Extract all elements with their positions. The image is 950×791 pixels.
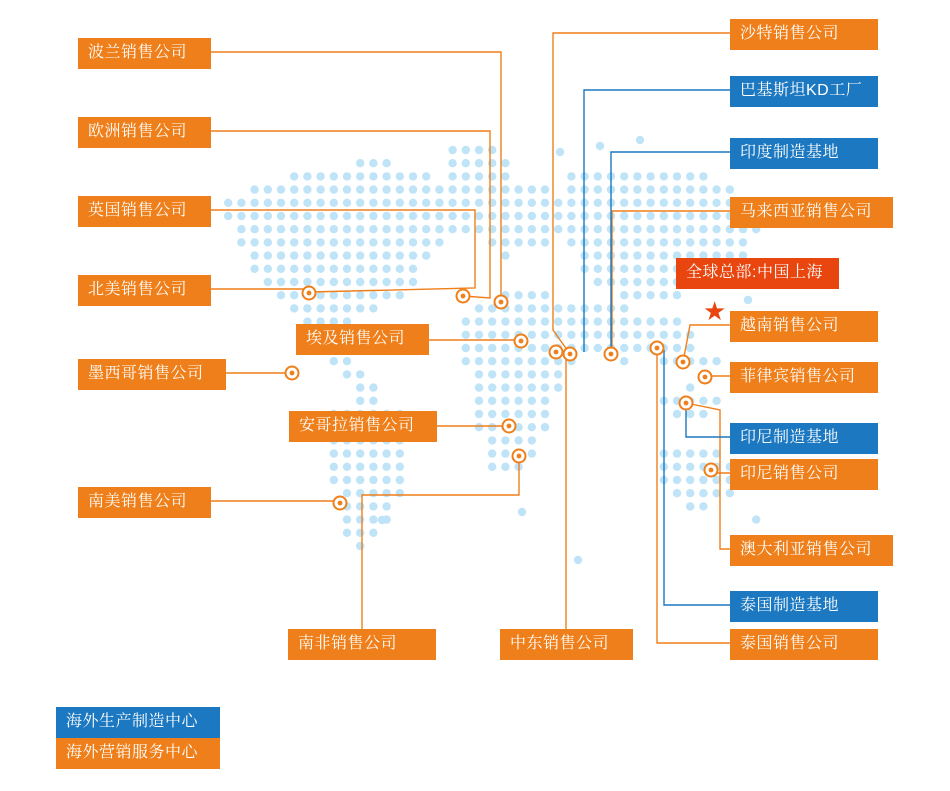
- marker-europe: [495, 296, 508, 309]
- marker-angola: [503, 420, 516, 433]
- label-malaysia[interactable]: 马来西亚销售公司: [730, 197, 893, 228]
- connector-vietnam: [683, 325, 730, 362]
- label-angola[interactable]: 安哥拉销售公司: [289, 411, 437, 442]
- connector-south-america: [211, 501, 340, 503]
- label-australia[interactable]: 澳大利亚销售公司: [730, 535, 893, 566]
- label-indonesia-mfg[interactable]: 印尼制造基地: [730, 423, 878, 454]
- legend: [56, 707, 220, 769]
- marker-india: [605, 348, 618, 361]
- label-north-america[interactable]: 北美销售公司: [78, 275, 211, 306]
- marker-indonesia2: [705, 464, 718, 477]
- connector-poland: [211, 52, 501, 302]
- marker-middle-east: [550, 346, 563, 359]
- marker-egypt: [515, 335, 528, 348]
- label-mexico[interactable]: 墨西哥销售公司: [78, 359, 226, 390]
- marker-malaysia: [651, 342, 664, 355]
- label-pakistan-kd[interactable]: 巴基斯坦KD工厂: [730, 76, 878, 107]
- label-indonesia-sales[interactable]: 印尼销售公司: [730, 459, 878, 490]
- label-uk[interactable]: 英国销售公司: [78, 196, 211, 227]
- connector-europe: [211, 131, 490, 298]
- label-vietnam[interactable]: 越南销售公司: [730, 311, 878, 342]
- marker-south-africa: [513, 450, 526, 463]
- marker-saudi: [564, 348, 577, 361]
- label-india-mfg[interactable]: 印度制造基地: [730, 138, 878, 169]
- label-egypt[interactable]: 埃及销售公司: [296, 324, 429, 355]
- marker-uk: [303, 287, 316, 300]
- label-south-america[interactable]: 南美销售公司: [78, 487, 211, 518]
- label-thailand-mfg[interactable]: 泰国制造基地: [730, 591, 878, 622]
- connector-uk: [211, 210, 475, 292]
- marker-south-am: [334, 497, 347, 510]
- label-hq[interactable]: 全球总部:中国上海: [676, 258, 839, 289]
- legend-item-overseas-manufacturing: 海外生产制造中心: [56, 707, 220, 738]
- marker-north-america: [457, 290, 470, 303]
- marker-philippines: [699, 371, 712, 384]
- label-europe[interactable]: 欧洲销售公司: [78, 117, 211, 148]
- label-philippines[interactable]: 菲律宾销售公司: [730, 362, 878, 393]
- legend-item-overseas-marketing: 海外营销服务中心: [56, 738, 220, 769]
- label-saudi[interactable]: 沙特销售公司: [730, 19, 878, 50]
- label-poland[interactable]: 波兰销售公司: [78, 38, 211, 69]
- star-icon: ★: [703, 296, 727, 326]
- connector-north-america: [211, 289, 308, 293]
- label-south-africa[interactable]: 南非销售公司: [288, 629, 436, 660]
- label-thailand-sales[interactable]: 泰国销售公司: [730, 629, 878, 660]
- marker-vietnam: [677, 356, 690, 369]
- connector-middle-east: [556, 352, 566, 629]
- connector-thailand-sales: [657, 348, 730, 643]
- label-middle-east[interactable]: 中东销售公司: [500, 629, 633, 660]
- marker-mexico: [286, 367, 299, 380]
- marker-indonesia: [680, 397, 693, 410]
- connector-south-africa: [362, 456, 519, 629]
